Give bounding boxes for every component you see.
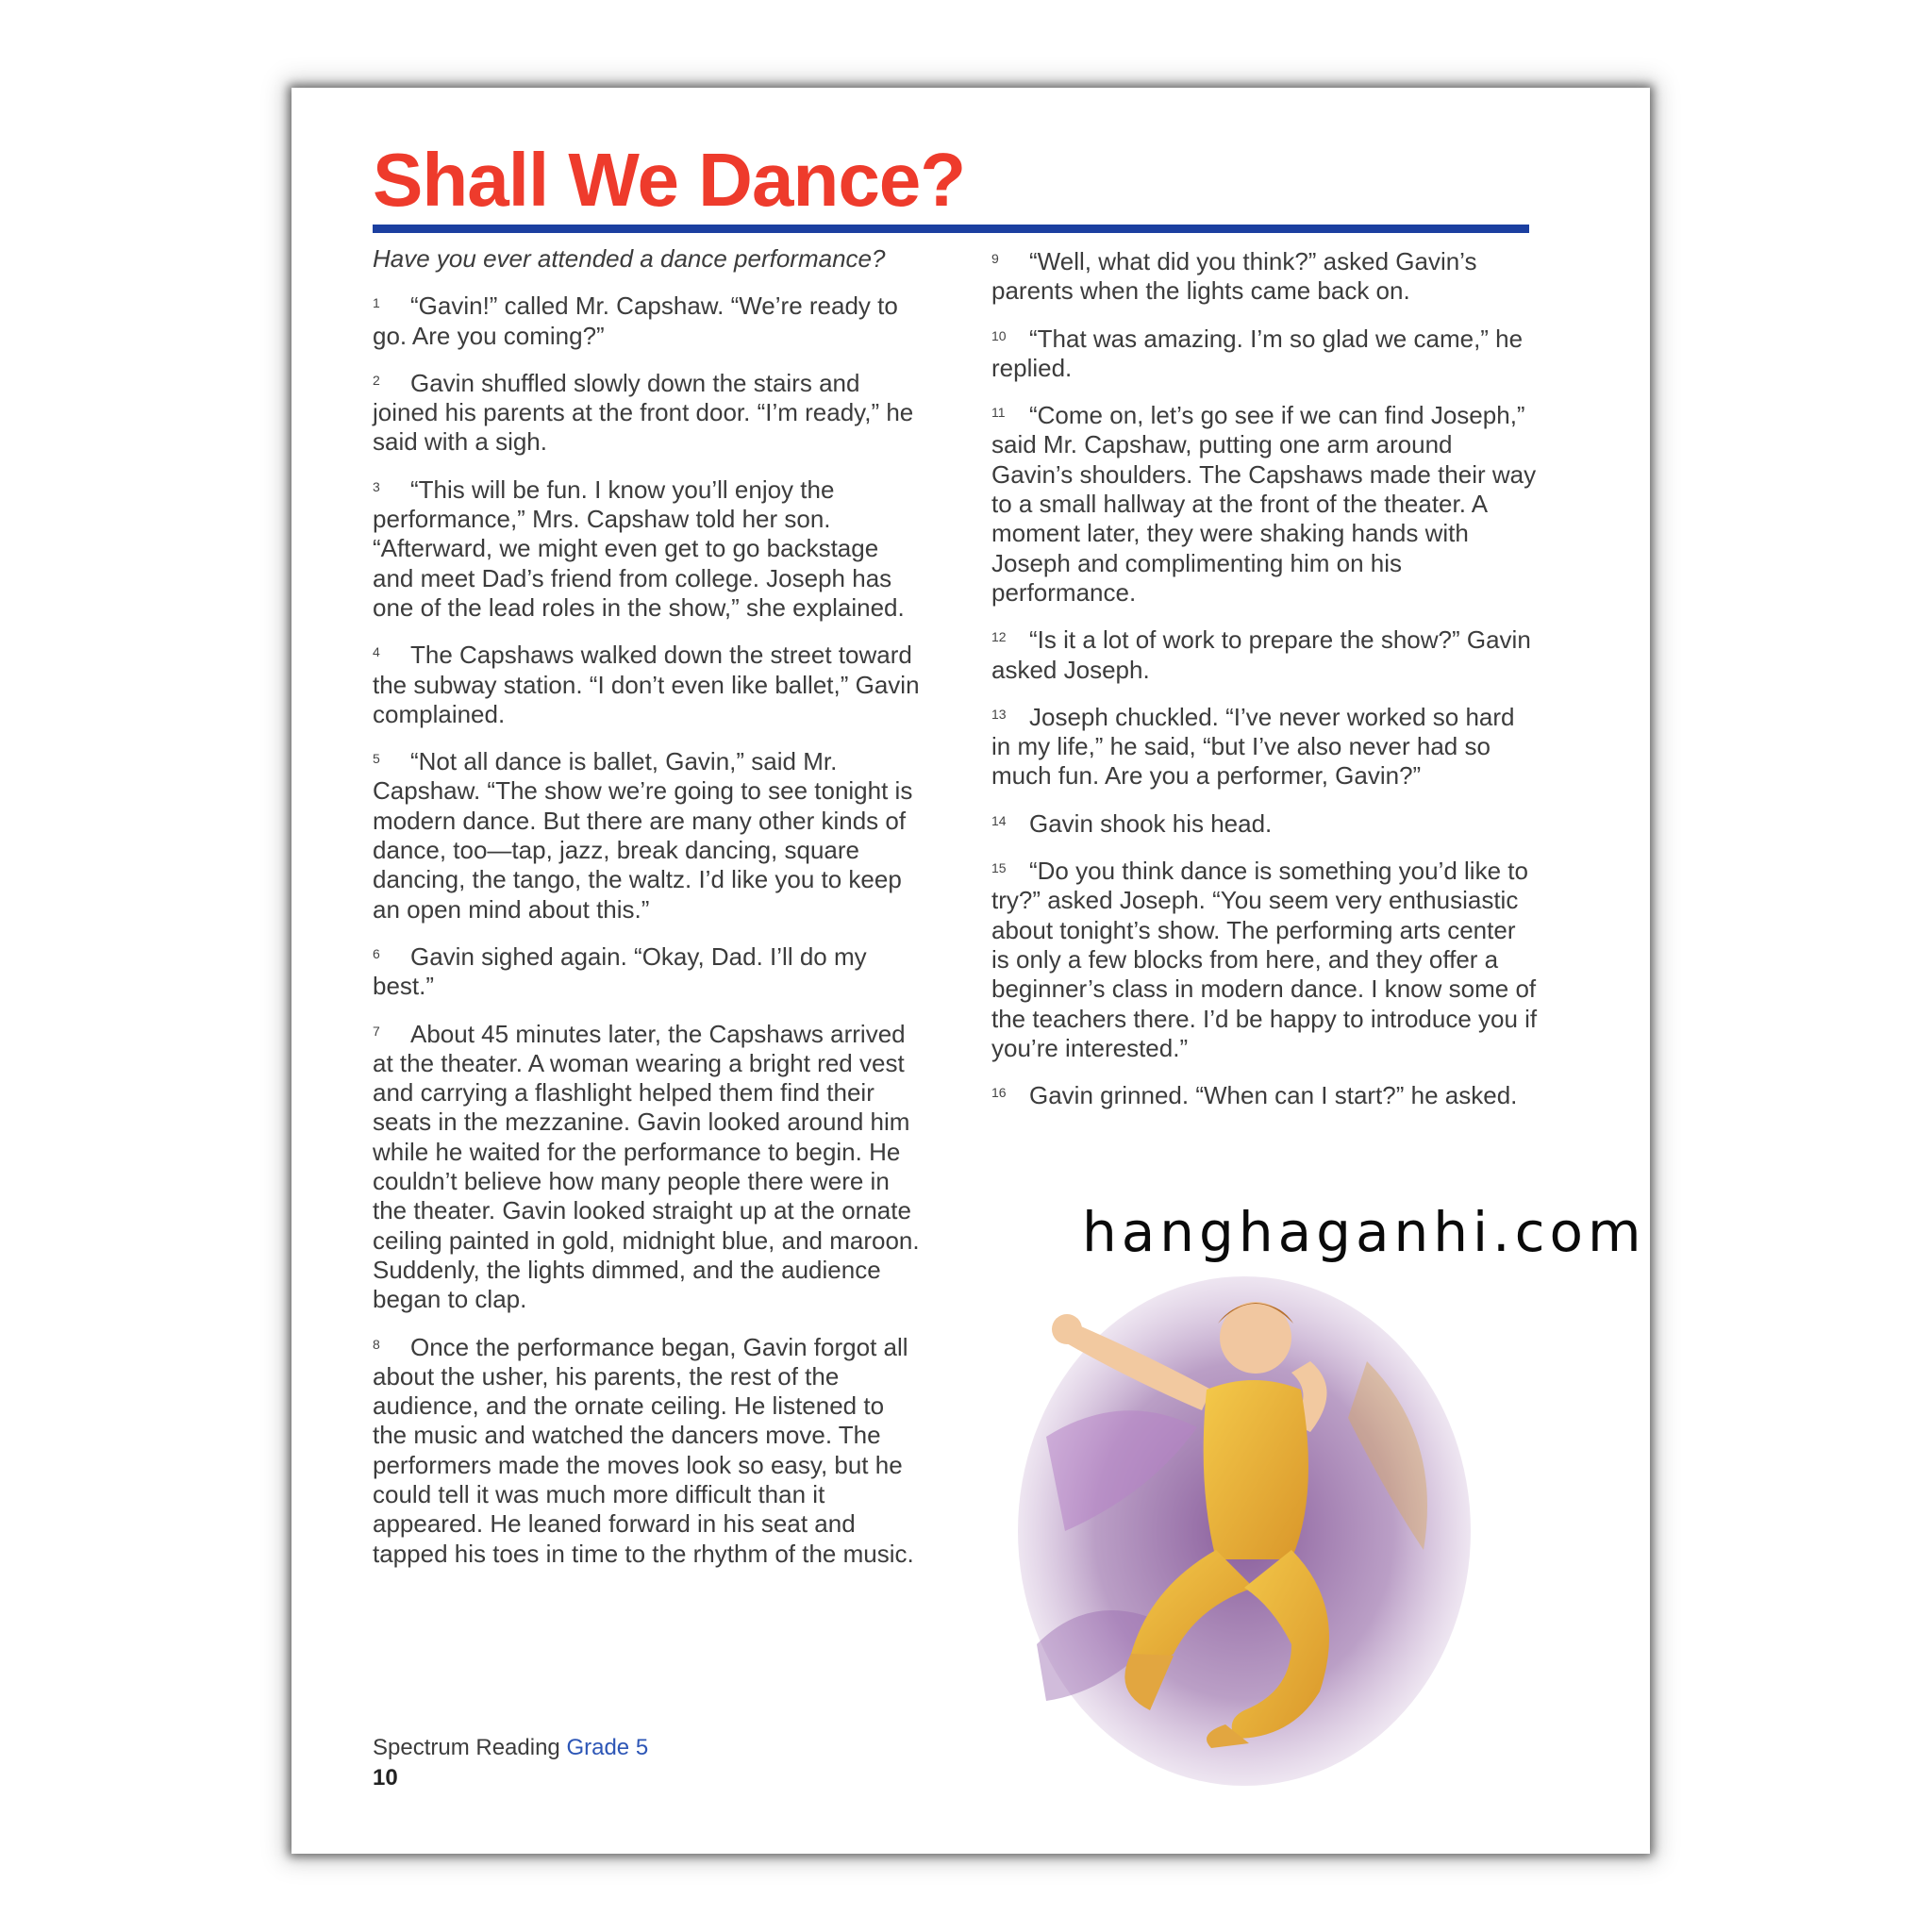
paragraph-text: “Come on, let’s go see if we can find Joseph,” said Mr. Capshaw, putting one arm around Gavin’s shoulders. The Capshaws made their way to a small hallway at the front of the theater. A moment later, they were shaking hands with Joseph and complimenting him on his performance. <box>991 401 1537 607</box>
paragraph-text: Gavin grinned. “When can I start?” he asked. <box>1029 1081 1518 1110</box>
dancer-illustration <box>1008 1248 1499 1814</box>
paragraph <box>991 700 1539 791</box>
paragraph <box>991 398 1539 608</box>
paragraph-number: 8 <box>373 1336 380 1352</box>
paragraph-text: Gavin sighed again. “Okay, Dad. I’ll do my best.” <box>373 941 867 1001</box>
paragraph <box>373 940 920 1002</box>
paragraph <box>991 1078 1539 1110</box>
paragraph-text: “Is it a lot of work to prepare the show?” Gavin asked Joseph. <box>991 625 1531 684</box>
paragraph-number: 11 <box>991 405 1006 421</box>
paragraph-text: “Not all dance is ballet, Gavin,” said Mr. Capshaw. “The show we’re going to see tonight is modern dance. But there are many other kinds of dance, too—tap, jazz, break dancing, square dancing, the tango, the waltz. I’d like you to keep an open mind about this.” <box>373 747 913 924</box>
page-title: Shall We Dance? <box>373 138 966 222</box>
paragraph-number: 2 <box>373 372 380 388</box>
title-divider <box>373 225 1529 233</box>
paragraph <box>991 623 1539 685</box>
paragraph-number: 7 <box>373 1023 380 1039</box>
paragraph-number: 9 <box>991 251 999 266</box>
paragraph-number: 5 <box>373 751 380 767</box>
paragraph-text: The Capshaws walked down the street toward the subway station. “I don’t even like ballet,” Gavin complained. <box>373 641 920 728</box>
paragraph-text: Once the performance began, Gavin forgot all about the usher, his parents, the rest of the audience, and the ornate ceiling. He listened to the music and watched the dancers move. The performers made the moves look so easy, but he could tell it was much more difficult than it appeared. He leaned forward in his seat and tapped his toes in time to the rhythm of the music. <box>373 1332 914 1568</box>
paragraph-text: Joseph chuckled. “I’ve never worked so hard in my life,” he said, “but I’ve also never had so much fun. Are you a performer, Gavin?” <box>991 702 1515 791</box>
paragraph-text: Gavin shuffled slowly down the stairs and joined his parents at the front door. “I’m ready,” he said with a sigh. <box>373 368 914 457</box>
paragraph <box>373 638 920 729</box>
paragraph-number: 13 <box>991 706 1007 722</box>
paragraph-number: 3 <box>373 478 380 494</box>
paragraph-number: 10 <box>991 327 1007 343</box>
paragraph-text: “Gavin!” called Mr. Capshaw. “We’re ready to go. Are you coming?” <box>373 291 898 350</box>
paragraph-number: 12 <box>991 629 1007 645</box>
paragraph <box>373 744 920 924</box>
paragraph <box>991 244 1539 307</box>
intro-question: Have you ever attended a dance performance? <box>373 244 886 273</box>
workbook-page <box>291 88 1650 1854</box>
paragraph <box>373 289 920 351</box>
watermark-text: hanghaganhi.com <box>1082 1200 1646 1264</box>
paragraph <box>373 473 920 623</box>
paragraph <box>373 1330 920 1569</box>
grade-label: Grade 5 <box>566 1735 649 1760</box>
paragraph-text: “Well, what did you think?” asked Gavin’s parents when the lights came back on. <box>991 247 1477 306</box>
paragraph-text: Gavin shook his head. <box>1029 808 1273 838</box>
paragraph-number: 14 <box>991 812 1007 828</box>
paragraph-number: 4 <box>373 644 380 660</box>
paragraph-number: 1 <box>373 295 380 311</box>
paragraph <box>991 322 1539 384</box>
footer-series <box>373 1735 648 1761</box>
paragraph <box>373 366 920 458</box>
left-column <box>373 244 920 1584</box>
right-paragraphs <box>991 244 1539 1110</box>
paragraph-text: About 45 minutes later, the Capshaws arrived at the theater. A woman wearing a bright red vest and carrying a flashlight helped them find their seats in the mezzanine. Gavin looked around him while he waited for the performance to begin. He couldn’t believe how many people there were in the theater. Gavin looked straight up at the ornate ceiling painted in gold, midnight blue, and maroon. Suddenly, the lights dimmed, and the audience began to clap. <box>373 1019 920 1314</box>
paragraph-number: 6 <box>373 945 380 961</box>
left-paragraphs <box>373 289 920 1569</box>
paragraph-text: “That was amazing. I’m so glad we came,” he replied. <box>991 324 1524 382</box>
right-column <box>991 244 1539 1125</box>
paragraph-text: “This will be fun. I know you’ll enjoy the performance,” Mrs. Capshaw told her son. “Afterward, we might even get to go backstage and meet Dad’s friend from college. Joseph has one of the lead roles in the show,” she explained. <box>373 475 905 622</box>
paragraph-text: “Do you think dance is something you’d like to try?” asked Joseph. “You seem very enthusiastic about tonight’s show. The performing arts center is only a few blocks from here, and they offer a beginner’s class in modern dance. I know some of the teachers there. I’d be happy to introduce you if you’re interested.” <box>991 857 1538 1062</box>
paragraph <box>373 1017 920 1315</box>
series-name: Spectrum Reading <box>373 1735 560 1760</box>
paragraph <box>991 807 1539 839</box>
paragraph <box>991 854 1539 1063</box>
page-number: 10 <box>373 1765 398 1790</box>
paragraph-number: 16 <box>991 1085 1007 1101</box>
paragraph-number: 15 <box>991 860 1007 876</box>
